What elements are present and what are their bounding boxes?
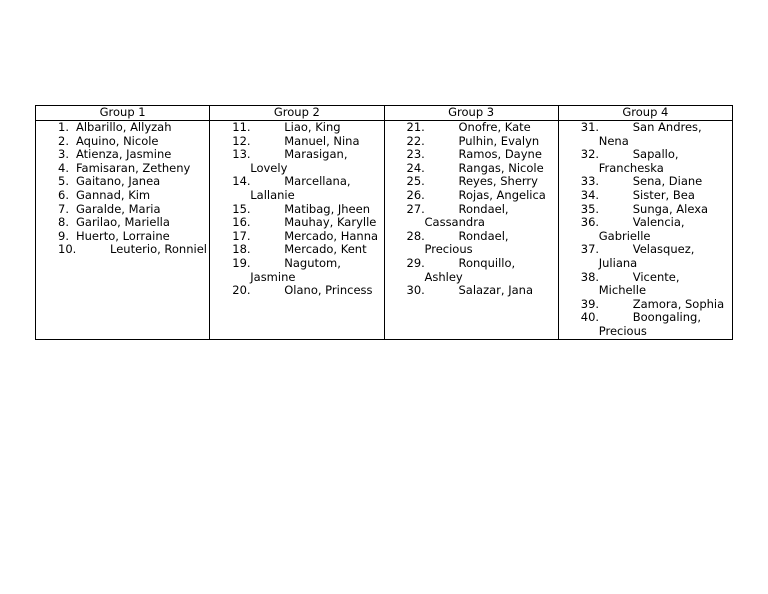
member-name: Gannad, Kim (76, 187, 151, 202)
member-number: 36. (580, 215, 600, 230)
list-item (36, 189, 209, 203)
member-name: Garalde, Maria (76, 201, 161, 216)
list-item (210, 257, 383, 284)
member-number: 2. (58, 133, 69, 148)
member-name: Aquino, Nicole (76, 133, 159, 148)
group-4-header: Group 4 (558, 106, 732, 121)
list-item (559, 121, 732, 148)
list-item (36, 203, 209, 217)
list-item (559, 148, 732, 175)
group-4-list (559, 121, 732, 339)
member-name: San Andres, Nena (598, 120, 702, 148)
group-3-header: Group 3 (384, 106, 558, 121)
member-number: 18. (232, 242, 251, 257)
member-number: 38. (580, 269, 600, 284)
member-name: Rondael, Precious (424, 228, 509, 257)
group-3-cell (384, 121, 558, 340)
list-item (210, 284, 383, 298)
member-name: Ramos, Dayne (458, 147, 542, 162)
member-number: 32. (580, 147, 600, 162)
list-item (210, 135, 383, 149)
member-name: Sena, Diane (632, 174, 703, 189)
list-item (385, 230, 558, 257)
member-name: Marasigan, Lovely (250, 147, 348, 175)
member-number: 27. (406, 201, 425, 216)
member-name: Famisaran, Zetheny (76, 160, 191, 175)
member-name: Reyes, Sherry (458, 174, 538, 189)
list-item (559, 311, 732, 338)
member-name: Mercado, Hanna (284, 228, 379, 243)
member-number: 1. (58, 120, 69, 134)
member-name: Sister, Bea (632, 187, 695, 202)
list-item (385, 121, 558, 135)
member-name: Valencia, Gabrielle (598, 215, 685, 243)
member-number: 12. (232, 133, 251, 148)
member-name: Albarillo, Allyzah (76, 120, 172, 134)
member-name: Onofre, Kate (458, 120, 531, 134)
member-number: 40. (580, 310, 600, 325)
member-number: 16. (232, 215, 251, 230)
member-name: Marcellana, Lallanie (250, 174, 351, 202)
member-name: Olano, Princess (284, 283, 373, 298)
member-number: 24. (406, 160, 425, 175)
member-number: 33. (580, 174, 600, 189)
list-item (559, 271, 732, 298)
list-item (210, 216, 383, 230)
group-2-header: Group 2 (210, 106, 384, 121)
member-number: 37. (580, 242, 600, 257)
member-number: 11. (232, 120, 251, 134)
member-number: 5. (58, 174, 69, 189)
member-name: Mauhay, Karylle (284, 215, 377, 230)
member-name: Liao, King (284, 120, 341, 134)
list-item (36, 135, 209, 149)
member-number: 19. (232, 255, 251, 270)
member-number: 6. (58, 187, 69, 202)
member-name: Matibag, Jheen (284, 201, 371, 216)
member-number: 34. (580, 187, 600, 202)
member-number: 22. (406, 133, 425, 148)
member-name: Mercado, Kent (284, 242, 367, 257)
list-item (36, 243, 209, 257)
member-number: 4. (58, 160, 69, 175)
member-name: Huerto, Lorraine (76, 228, 170, 243)
list-item (559, 189, 732, 203)
member-name: Ronquillo, Ashley (424, 255, 516, 284)
list-item (36, 148, 209, 162)
member-number: 39. (580, 296, 600, 311)
member-number: 17. (232, 228, 251, 243)
list-item (36, 162, 209, 176)
member-number: 26. (406, 187, 425, 202)
member-number: 35. (580, 201, 600, 216)
member-name: Gaitano, Janea (76, 174, 161, 189)
group-1-header: Group 1 (36, 106, 210, 121)
member-name: Pulhin, Evalyn (458, 133, 540, 148)
member-number: 10. (58, 242, 77, 257)
member-name: Nagutom, Jasmine (250, 255, 341, 284)
list-item (36, 175, 209, 189)
list-item (385, 148, 558, 162)
member-name: Sapallo, Francheska (598, 147, 679, 175)
list-item (385, 257, 558, 284)
member-number: 23. (406, 147, 425, 162)
member-name: Manuel, Nina (284, 133, 360, 148)
member-name: Garilao, Mariella (76, 215, 170, 230)
list-item (385, 135, 558, 149)
member-number: 20. (232, 283, 251, 298)
group-4-cell (558, 121, 732, 340)
member-number: 7. (58, 201, 69, 216)
group-2-list (210, 121, 383, 298)
list-item (210, 203, 383, 217)
group-2-cell (210, 121, 384, 340)
member-number: 13. (232, 147, 251, 162)
member-name: Rojas, Angelica (458, 187, 546, 202)
list-item (385, 175, 558, 189)
groups-table (35, 105, 733, 340)
list-item (385, 189, 558, 203)
member-number: 15. (232, 201, 251, 216)
group-1-cell (36, 121, 210, 340)
member-number: 31. (580, 120, 600, 134)
list-item (559, 203, 732, 217)
group-3-list (385, 121, 558, 298)
member-name: Zamora, Sophia (632, 296, 725, 311)
header-row (36, 106, 733, 121)
list-item (210, 148, 383, 175)
list-item (385, 162, 558, 176)
member-number: 29. (406, 255, 425, 270)
member-name: Vicente, Michelle (598, 269, 680, 298)
member-name: Atienza, Jasmine (76, 147, 172, 162)
member-number: 8. (58, 215, 69, 230)
member-name: Boongaling, Precious (598, 310, 701, 338)
list-item (210, 243, 383, 257)
member-name: Salazar, Jana (458, 283, 533, 298)
member-name: Sunga, Alexa (632, 201, 709, 216)
member-number: 30. (406, 283, 425, 298)
list-item (385, 284, 558, 298)
list-item (210, 121, 383, 135)
list-item (210, 175, 383, 202)
member-number: 14. (232, 174, 251, 189)
member-name: Leuterio, Ronniel (110, 242, 207, 257)
list-item (385, 203, 558, 230)
list-item (559, 298, 732, 312)
list-item (210, 230, 383, 244)
list-item (559, 243, 732, 270)
member-number: 9. (58, 228, 69, 243)
member-number: 21. (406, 120, 425, 134)
members-row (36, 121, 733, 340)
member-number: 3. (58, 147, 69, 162)
member-name: Rangas, Nicole (458, 160, 544, 175)
member-number: 25. (406, 174, 425, 189)
member-name: Velasquez, Juliana (598, 242, 695, 270)
group-1-list (36, 121, 209, 257)
list-item (36, 216, 209, 230)
list-item (559, 175, 732, 189)
member-number: 28. (406, 228, 425, 243)
list-item (36, 230, 209, 244)
member-name: Rondael, Cassandra (424, 201, 509, 230)
list-item (559, 216, 732, 243)
list-item (36, 121, 209, 135)
